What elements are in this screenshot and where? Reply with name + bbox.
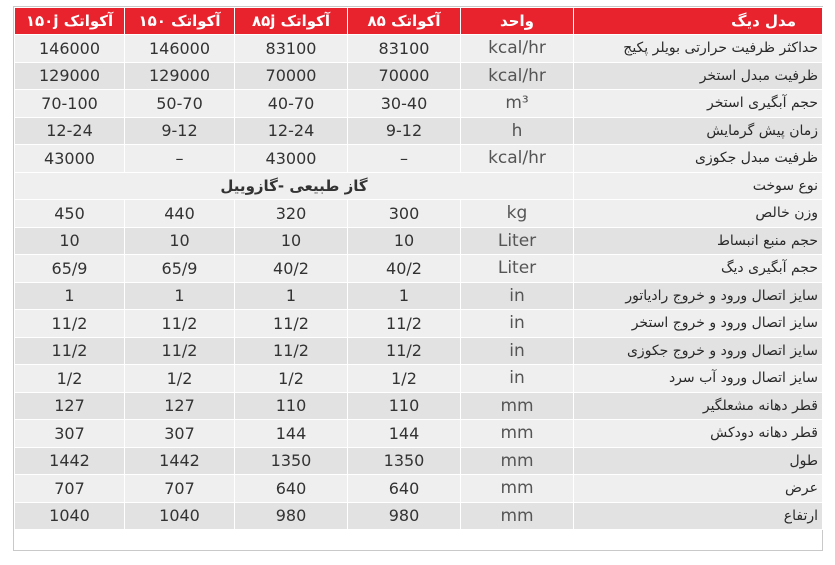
header-row xyxy=(15,8,823,35)
value-aquatec-85j: 12-24 xyxy=(235,117,348,145)
header-model: مدل دیگ xyxy=(574,8,823,35)
value-aquatec-85: 70000 xyxy=(348,62,461,90)
value-aquatec-150j: 1 xyxy=(15,282,125,310)
value-aquatec-150j: 129000 xyxy=(15,62,125,90)
table-row xyxy=(15,90,823,118)
unit-cell: m³ xyxy=(461,90,574,118)
value-aquatec-150: 1 xyxy=(125,282,235,310)
table-row xyxy=(15,475,823,503)
spec-label: طول xyxy=(574,447,823,475)
table-row xyxy=(15,447,823,475)
header-col-aquatec-85j: آکواتک ۸۵j xyxy=(235,8,348,35)
value-aquatec-85j: 11/2 xyxy=(235,310,348,338)
value-aquatec-150j: 1040 xyxy=(15,502,125,530)
value-aquatec-85: 30-40 xyxy=(348,90,461,118)
table-row xyxy=(15,337,823,365)
spec-label: حجم آبگیری دیگ xyxy=(574,255,823,283)
value-aquatec-85j: 1 xyxy=(235,282,348,310)
unit-cell: Liter xyxy=(461,227,574,255)
spec-label: حداکثر ظرفیت حرارتی بویلر پکیج xyxy=(574,35,823,63)
table-row xyxy=(15,282,823,310)
table-row xyxy=(15,62,823,90)
value-aquatec-85j: 144 xyxy=(235,420,348,448)
value-aquatec-85j: 980 xyxy=(235,502,348,530)
value-aquatec-85j: 10 xyxy=(235,227,348,255)
table-row xyxy=(15,145,823,173)
value-aquatec-150j: 65/9 xyxy=(15,255,125,283)
value-aquatec-85: 40/2 xyxy=(348,255,461,283)
value-aquatec-85: 11/2 xyxy=(348,337,461,365)
value-aquatec-150j: 43000 xyxy=(15,145,125,173)
spec-label: ظرفیت مبدل جکوزی xyxy=(574,145,823,173)
unit-cell: mm xyxy=(461,447,574,475)
value-aquatec-150: 1/2 xyxy=(125,365,235,393)
header-unit: واحد xyxy=(461,8,574,35)
unit-cell: in xyxy=(461,282,574,310)
value-aquatec-85: 1350 xyxy=(348,447,461,475)
unit-cell: kcal/hr xyxy=(461,35,574,63)
unit-cell: mm xyxy=(461,420,574,448)
unit-cell: kcal/hr xyxy=(461,145,574,173)
value-aquatec-85: 1/2 xyxy=(348,365,461,393)
unit-cell: mm xyxy=(461,502,574,530)
value-aquatec-150: 127 xyxy=(125,392,235,420)
value-aquatec-150: 1040 xyxy=(125,502,235,530)
spec-label: حجم آبگیری استخر xyxy=(574,90,823,118)
value-aquatec-150: 440 xyxy=(125,200,235,228)
spec-table-container xyxy=(14,7,822,530)
value-aquatec-150j: 146000 xyxy=(15,35,125,63)
value-aquatec-150j: 707 xyxy=(15,475,125,503)
value-aquatec-85j: 40-70 xyxy=(235,90,348,118)
value-aquatec-85j: 43000 xyxy=(235,145,348,173)
value-aquatec-85: 980 xyxy=(348,502,461,530)
fuel-label: نوع سوخت xyxy=(574,172,823,200)
value-aquatec-150: 146000 xyxy=(125,35,235,63)
fuel-row xyxy=(15,172,823,200)
value-aquatec-85: 9-12 xyxy=(348,117,461,145)
value-aquatec-85: 83100 xyxy=(348,35,461,63)
value-aquatec-150: 11/2 xyxy=(125,337,235,365)
value-aquatec-85: 110 xyxy=(348,392,461,420)
table-row xyxy=(15,392,823,420)
table-row xyxy=(15,310,823,338)
value-aquatec-150: 10 xyxy=(125,227,235,255)
value-aquatec-150j: 12-24 xyxy=(15,117,125,145)
spec-label: سایز اتصال ورود و خروج استخر xyxy=(574,310,823,338)
value-aquatec-85j: 1/2 xyxy=(235,365,348,393)
table-row xyxy=(15,502,823,530)
table-row xyxy=(15,117,823,145)
header-col-aquatec-150j: آکواتک ۱۵۰j xyxy=(15,8,125,35)
value-aquatec-150: – xyxy=(125,145,235,173)
fuel-value: گاز طبیعی -گازوییل xyxy=(15,172,574,200)
header-col-aquatec-85: آکواتک ۸۵ xyxy=(348,8,461,35)
value-aquatec-150: 707 xyxy=(125,475,235,503)
unit-cell: kg xyxy=(461,200,574,228)
unit-cell: mm xyxy=(461,392,574,420)
value-aquatec-150: 9-12 xyxy=(125,117,235,145)
spec-label: عرض xyxy=(574,475,823,503)
value-aquatec-150j: 10 xyxy=(15,227,125,255)
value-aquatec-85: – xyxy=(348,145,461,173)
value-aquatec-85j: 640 xyxy=(235,475,348,503)
value-aquatec-85: 144 xyxy=(348,420,461,448)
table-row xyxy=(15,35,823,63)
value-aquatec-85j: 83100 xyxy=(235,35,348,63)
unit-cell: h xyxy=(461,117,574,145)
value-aquatec-85j: 110 xyxy=(235,392,348,420)
spec-label: سایز اتصال ورود و خروج رادیاتور xyxy=(574,282,823,310)
table-row xyxy=(15,420,823,448)
value-aquatec-150: 50-70 xyxy=(125,90,235,118)
value-aquatec-150j: 307 xyxy=(15,420,125,448)
value-aquatec-85: 1 xyxy=(348,282,461,310)
value-aquatec-85: 11/2 xyxy=(348,310,461,338)
unit-cell: Liter xyxy=(461,255,574,283)
table-row xyxy=(15,255,823,283)
table-row xyxy=(15,365,823,393)
header-col-aquatec-150: آکواتک ۱۵۰ xyxy=(125,8,235,35)
spec-label: سایز اتصال ورود آب سرد xyxy=(574,365,823,393)
table-row xyxy=(15,227,823,255)
value-aquatec-85j: 70000 xyxy=(235,62,348,90)
unit-cell: in xyxy=(461,310,574,338)
boiler-spec-table xyxy=(14,7,823,530)
spec-label: قطر دهانه دودکش xyxy=(574,420,823,448)
value-aquatec-150j: 11/2 xyxy=(15,337,125,365)
spec-label: زمان پیش گرمایش xyxy=(574,117,823,145)
value-aquatec-150j: 1442 xyxy=(15,447,125,475)
value-aquatec-85j: 11/2 xyxy=(235,337,348,365)
value-aquatec-150j: 11/2 xyxy=(15,310,125,338)
value-aquatec-150j: 127 xyxy=(15,392,125,420)
value-aquatec-85: 10 xyxy=(348,227,461,255)
spec-label: ارتفاع xyxy=(574,502,823,530)
value-aquatec-85j: 1350 xyxy=(235,447,348,475)
unit-cell: kcal/hr xyxy=(461,62,574,90)
unit-cell: mm xyxy=(461,475,574,503)
value-aquatec-150: 129000 xyxy=(125,62,235,90)
value-aquatec-150: 65/9 xyxy=(125,255,235,283)
value-aquatec-85: 300 xyxy=(348,200,461,228)
value-aquatec-150: 11/2 xyxy=(125,310,235,338)
value-aquatec-85j: 320 xyxy=(235,200,348,228)
value-aquatec-150: 1442 xyxy=(125,447,235,475)
spec-label: قطر دهانه مشعلگیر xyxy=(574,392,823,420)
value-aquatec-85j: 40/2 xyxy=(235,255,348,283)
value-aquatec-150j: 70-100 xyxy=(15,90,125,118)
value-aquatec-150j: 1/2 xyxy=(15,365,125,393)
table-row xyxy=(15,200,823,228)
value-aquatec-150j: 450 xyxy=(15,200,125,228)
spec-label: سایز اتصال ورود و خروج جکوزی xyxy=(574,337,823,365)
spec-label: وزن خالص xyxy=(574,200,823,228)
spec-label: ظرفیت مبدل استخر xyxy=(574,62,823,90)
value-aquatec-150: 307 xyxy=(125,420,235,448)
value-aquatec-85: 640 xyxy=(348,475,461,503)
unit-cell: in xyxy=(461,365,574,393)
unit-cell: in xyxy=(461,337,574,365)
spec-label: حجم منبع انبساط xyxy=(574,227,823,255)
